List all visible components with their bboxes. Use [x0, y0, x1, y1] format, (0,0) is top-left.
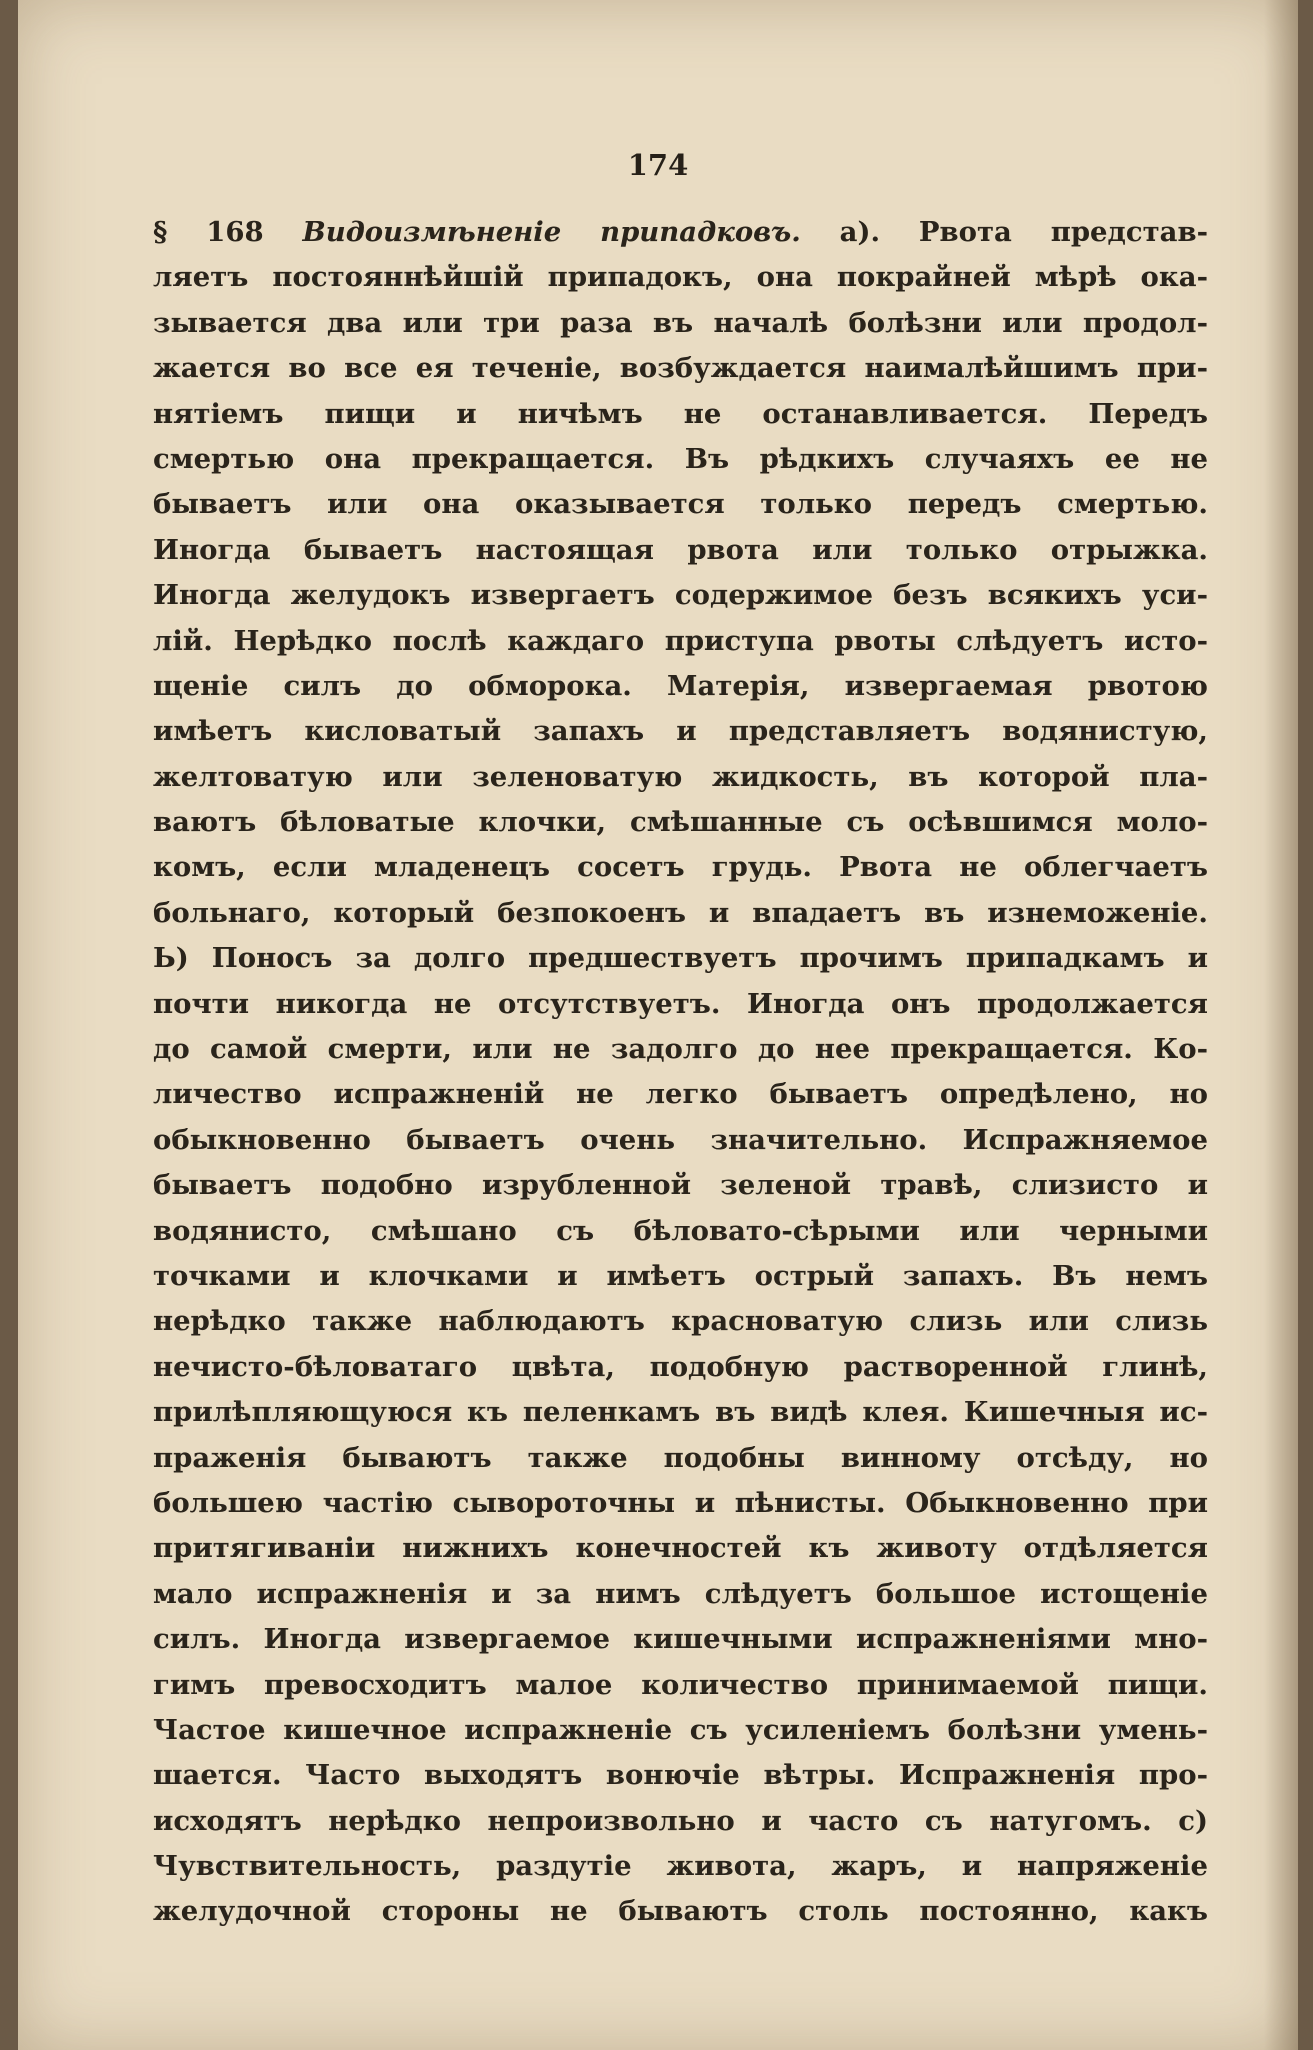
text-line: Ь) Поносъ за долго предшествуетъ прочимъ припадкамъ и	[153, 942, 1208, 975]
text-line: Иногда желудокъ извергаетъ содержимое безъ всякихъ уси-	[153, 579, 1208, 612]
text-line: нятіемъ пищи и ничѣмъ не останавливается. Передъ	[153, 397, 1208, 430]
text-line: нечисто-бѣловатаго цвѣта, подобную растворенной глинѣ,	[153, 1350, 1208, 1383]
text-line-content: а). Рвота представ-	[800, 216, 1208, 248]
text-line: смертью она прекращается. Въ рѣдкихъ случаяхъ ее не	[153, 442, 1208, 475]
text-line: ваютъ бѣловатые клочки, смѣшанные съ осѣвшимся моло-	[153, 806, 1208, 839]
text-line: Чувствительность, раздутіе живота, жаръ, и напряженіе	[153, 1850, 1208, 1883]
text-line: больнаго, который безпокоенъ и впадаетъ въ изнеможеніе.	[153, 896, 1208, 929]
text-line: имѣетъ кисловатый запахъ и представляетъ водянистую,	[153, 715, 1208, 748]
page-number: 174	[627, 148, 689, 182]
text-line: нерѣдко также наблюдаютъ красноватую слизь или слизь	[153, 1305, 1208, 1338]
text-line: праженія бываютъ также подобны винному отсѣду, но	[153, 1441, 1208, 1474]
text-line: желтоватую или зеленоватую жидкость, въ которой пла-	[153, 760, 1208, 793]
text-line: бываетъ подобно изрубленной зеленой травѣ, слизисто и	[153, 1169, 1208, 1202]
text-line: притягиваніи нижнихъ конечностей къ животу отдѣляется	[153, 1532, 1208, 1565]
text-line: комъ, если младенецъ сосетъ грудь. Рвота не облегчаетъ	[153, 851, 1208, 884]
text-line: обыкновенно бываетъ очень значительно. Испражняемое	[153, 1123, 1208, 1156]
text-line: Частое кишечное испражненіе съ усиленіемъ болѣзни умень-	[153, 1713, 1208, 1746]
text-line: силъ. Иногда извергаемое кишечными испражненіями мно-	[153, 1623, 1208, 1656]
text-line: желудочной стороны не бываютъ столь постоянно, какъ	[153, 1895, 1208, 1928]
section-title: Видоизмѣненіе припадковъ.	[302, 216, 801, 248]
text-line: почти никогда не отсутствуетъ. Иногда онъ продолжается	[153, 987, 1208, 1020]
text-line: исходятъ нерѣдко непроизвольно и часто съ натугомъ. с)	[153, 1804, 1208, 1837]
text-line: лій. Нерѣдко послѣ каждаго приступа рвоты слѣдуетъ исто-	[153, 624, 1208, 657]
text-line: прилѣпляющуюся къ пеленкамъ въ видѣ клея. Кишечныя ис-	[153, 1396, 1208, 1429]
text-line: гимъ превосходитъ малое количество принимаемой пищи.	[153, 1668, 1208, 1701]
book-page	[18, 0, 1298, 2050]
section-number: § 168	[153, 216, 303, 248]
page-edge-shadow	[1264, 0, 1298, 2050]
text-line: ляетъ постояннѣйшій припадокъ, она покрайней мѣрѣ ока-	[153, 261, 1208, 294]
text-line: Иногда бываетъ настоящая рвота или только отрыжка.	[153, 533, 1208, 566]
text-line: личество испражненій не легко бываетъ опредѣлено, но	[153, 1078, 1208, 1111]
text-line: щеніе силъ до обморока. Матерія, извергаемая рвотою	[153, 669, 1208, 702]
text-line: мало испражненія и за нимъ слѣдуетъ большое истощеніе	[153, 1577, 1208, 1610]
text-line: бываетъ или она оказывается только передъ смертью.	[153, 488, 1208, 521]
text-line: шается. Часто выходятъ вонючіе вѣтры. Испражненія про-	[153, 1759, 1208, 1792]
text-line: точками и клочками и имѣетъ острый запахъ. Въ немъ	[153, 1259, 1208, 1292]
text-line	[153, 210, 1208, 255]
text-line: до самой смерти, или не задолго до нее прекращается. Ко-	[153, 1033, 1208, 1066]
text-line: зывается два или три раза въ началѣ болѣзни или продол-	[153, 306, 1208, 339]
text-line: водянисто, смѣшано съ бѣловато-сѣрыми или черными	[153, 1214, 1208, 1247]
body-text	[153, 210, 1208, 1935]
text-line: большею частію сывороточны и пѣнисты. Обыкновенно при	[153, 1486, 1208, 1519]
text-line: жается во все ея теченіе, возбуждается наималѣйшимъ при-	[153, 352, 1208, 385]
